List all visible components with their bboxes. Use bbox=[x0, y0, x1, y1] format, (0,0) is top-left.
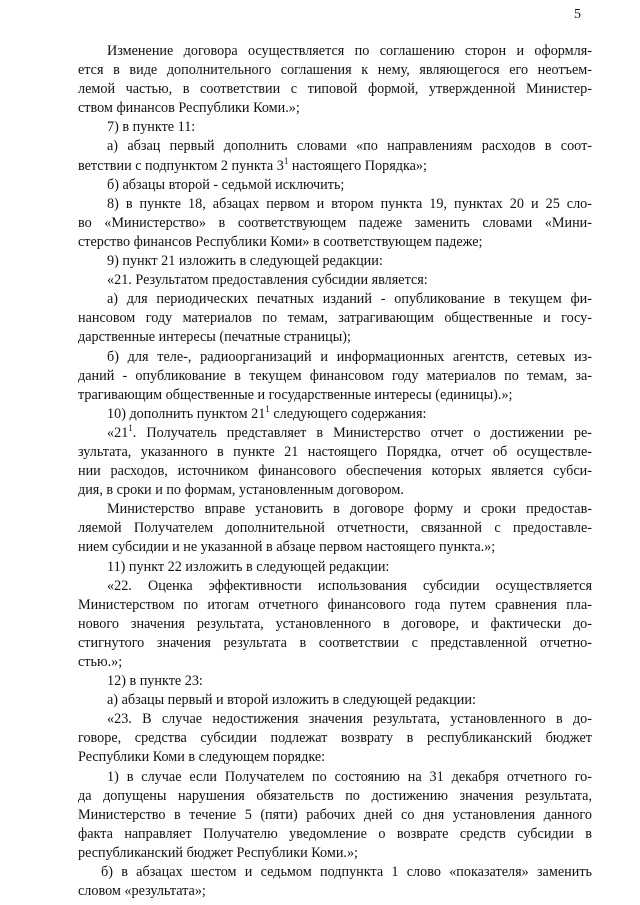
text-line: стигнутого значения результата в соответствии с представленной отчетно- bbox=[78, 634, 592, 651]
text-line: 12) в пункте 23: bbox=[107, 673, 203, 690]
text-line: б) в абзацах шестом и седьмом подпункта 1 слово «показателя» заменить bbox=[101, 864, 592, 881]
text-segment: «21 bbox=[107, 424, 129, 441]
text-segment: 10) дополнить пунктом 21 bbox=[107, 405, 266, 422]
document-body bbox=[78, 42, 592, 901]
superscript: 1 bbox=[128, 423, 133, 433]
text-line: а) абзацы первый и второй изложить в следующей редакции: bbox=[107, 692, 476, 709]
text-line: лемой частью, в соответствии с типовой формой, утвержденной Министер- bbox=[78, 81, 592, 98]
text-line: 9) пункт 21 изложить в следующей редакции: bbox=[107, 253, 383, 270]
text-line bbox=[78, 157, 592, 176]
text-line: Министерство вправе установить в договоре форму и сроки предостав- bbox=[107, 501, 592, 518]
text-line: Министерство в течение 5 (пяти) рабочих дней со дня установления данного bbox=[78, 806, 592, 823]
text-line: дия, в сроки и по формам, установленным договором. bbox=[78, 482, 404, 499]
text-line: Изменение договора осуществляется по соглашению сторон и оформля- bbox=[107, 43, 592, 59]
text-segment: следующего содержания: bbox=[269, 405, 427, 422]
text-line bbox=[78, 424, 592, 443]
text-line: 8) в пункте 18, абзацах первом и втором пункта 19, пунктах 20 и 25 сло- bbox=[107, 195, 592, 212]
text-line: а) для периодических печатных изданий - опубликование в текущем фи- bbox=[107, 291, 592, 308]
text-line: нансовом году материалов по темам, затрагивающим общественные и госу- bbox=[78, 310, 592, 327]
text-line: ством финансов Республики Коми.»; bbox=[78, 100, 300, 117]
text-line: зультата, указанного в пункте 21 настоящего Порядка, отчет об осуществле- bbox=[78, 443, 592, 460]
text-line: ется в виде дополнительного соглашения к нему, являющегося его неотъем- bbox=[78, 62, 592, 79]
text-line: 7) в пункте 11: bbox=[107, 119, 196, 136]
text-line: стью.»; bbox=[78, 654, 123, 670]
text-line: факта направляет Получателю уведомление о возврате средств субсидии в bbox=[78, 825, 592, 842]
text-line: даний - опубликование в текущем финансовом году материалов по темам, за- bbox=[78, 367, 592, 384]
text-line: 1) в случае если Получателем по состоянию на 31 декабря отчетного го- bbox=[107, 768, 592, 785]
text-line: Республики Коми в следующем порядке: bbox=[78, 749, 326, 766]
text-line: во «Министерство» в соответствующем падеже заменить словами «Мини- bbox=[78, 214, 592, 231]
superscript: 1 bbox=[265, 404, 270, 414]
text-line: «22. Оценка эффективности использования субсидии осуществляется bbox=[107, 577, 592, 594]
text-line: дарственные интересы (печатные страницы); bbox=[78, 329, 351, 346]
text-line: нием субсидии и не указанной в абзаце первом настоящего пункта.»; bbox=[78, 539, 496, 556]
text-line: Министерством по итогам отчетного финансового года путем сравнения пла- bbox=[78, 596, 592, 613]
text-line bbox=[78, 405, 592, 424]
text-line: словом «результата»; bbox=[78, 883, 206, 900]
page-number: 5 bbox=[574, 7, 581, 22]
text-line: ляемой Получателем дополнительной отчетности, связанной с предоставле- bbox=[78, 520, 592, 537]
text-line: б) для теле-, радиоорганизаций и информационных агентств, сетевых из- bbox=[107, 348, 592, 365]
text-line: нии расходов, источником финансового обеспечения которых является субси- bbox=[78, 463, 592, 480]
text-line: «23. В случае недостижения значения результата, установленного в до- bbox=[107, 711, 592, 728]
text-line: а) абзац первый дополнить словами «по направлениям расходов в соот- bbox=[107, 138, 592, 155]
text-line: трагивающим общественные и государственные интересы (единицы).»; bbox=[78, 386, 513, 403]
text-line: стерство финансов Республики Коми» в соответствующем падеже; bbox=[78, 233, 483, 250]
superscript: 1 bbox=[283, 156, 289, 166]
text-line: говоре, средства субсидии подлежат возврату в республиканский бюджет bbox=[78, 730, 592, 747]
text-line: да допущены нарушения обязательств по достижению значения результата, bbox=[78, 787, 592, 804]
text-segment: настоящего Порядка»; bbox=[288, 157, 427, 174]
text-line: «21. Результатом предоставления субсидии является: bbox=[107, 272, 428, 289]
text-line: 11) пункт 22 изложить в следующей редакции: bbox=[107, 558, 390, 575]
text-segment: ветствии с подпунктом 2 пункта 3 bbox=[78, 157, 284, 174]
text-line: б) абзацы второй - седьмой исключить; bbox=[107, 176, 345, 193]
text-line: нового значения результата, установленного в договоре, и фактически до- bbox=[78, 615, 592, 632]
text-line: республиканский бюджет Республики Коми.»; bbox=[78, 844, 358, 861]
text-segment: . Получатель представляет в Министерство отчет о достижении ре- bbox=[132, 424, 592, 441]
